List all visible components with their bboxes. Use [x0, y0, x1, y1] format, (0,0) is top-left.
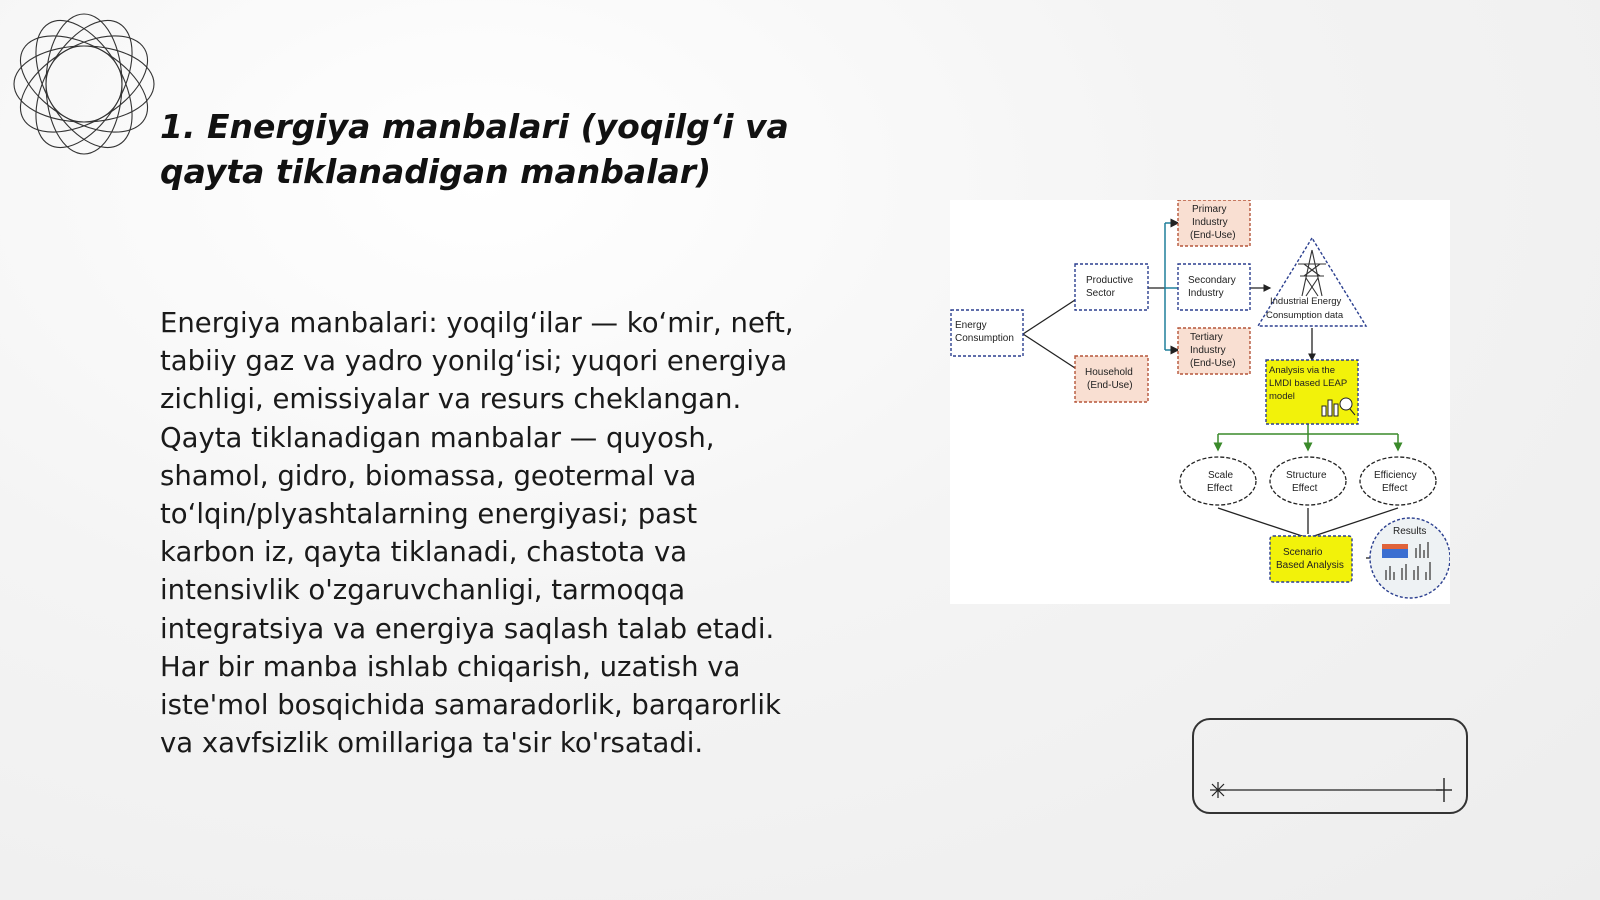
industrial-energy-label-1: Industrial Energy — [1270, 296, 1342, 307]
secondary-industry-box — [1178, 264, 1250, 310]
industry-bracket — [1165, 223, 1178, 350]
sparkle-icon — [1210, 782, 1226, 798]
energy-flow-diagram — [950, 200, 1450, 604]
tertiary-industry-label-3: (End-Use) — [1190, 358, 1236, 369]
efficiency-effect-label-1: Efficiency — [1374, 470, 1417, 481]
industrial-energy-label-2: Consumption data — [1266, 310, 1344, 321]
productive-sector-label-1: Productive — [1086, 275, 1134, 286]
spirograph-logo-icon — [10, 10, 158, 158]
analysis-label-2: LMDI based LEAP — [1269, 378, 1348, 389]
industrial-energy-triangle — [1258, 238, 1366, 326]
slide-body-text: Energiya manbalari: yoqilg‘ilar — ko‘mir, neft, tabiiy gaz va yadro yonilg‘isi; yuqori energiya zichligi, emissiyalar va resurs cheklangan. Qayta tiklanadigan manbalar — quyosh, shamol, gidro, biomassa, geotermal va to‘lqin/plyashtalarning energiyasi; past karbon iz, qayta tiklanadi, chastota va intensivlik o'zgaruvchanligi, tarmoqqa integratsiya va energiya saqlash talab etadi. Har bir manba ishlab chiqarish, uzatish va iste'mol bosqichida samaradorlik, barqarorlik va xavfsizlik omillariga ta'sir ko'rsatadi. — [160, 307, 794, 760]
decorative-line-svg — [1194, 720, 1466, 812]
scenario-label-1: Scenario — [1283, 547, 1323, 558]
slide-title: 1. Energiya manbalari (yoqilg‘i va qayta tiklanadigan manbalar) — [160, 107, 789, 191]
scale-effect-label-2: Effect — [1207, 483, 1233, 494]
scale-effect-ellipse — [1180, 457, 1256, 505]
productive-sector-box — [1075, 264, 1148, 310]
primary-industry-box — [1178, 200, 1250, 246]
scale-effect-label-1: Scale — [1208, 470, 1234, 481]
productive-sector-label-2: Sector — [1086, 288, 1115, 299]
tertiary-industry-label-1: Tertiary — [1190, 332, 1223, 343]
decorative-line-card — [1192, 718, 1468, 814]
primary-industry-label-1: Primary — [1192, 204, 1227, 215]
household-box — [1075, 356, 1148, 402]
household-label-2: (End-Use) — [1087, 380, 1133, 391]
analysis-label-1: Analysis via the — [1269, 365, 1336, 376]
efficiency-effect-ellipse — [1360, 457, 1436, 505]
scenario-box — [1270, 536, 1352, 582]
results-label: Results — [1393, 526, 1427, 537]
efficiency-effect-label-2: Effect — [1382, 483, 1408, 494]
structure-effect-label-2: Effect — [1292, 483, 1318, 494]
analysis-box — [1266, 360, 1358, 424]
tertiary-industry-label-2: Industry — [1190, 345, 1226, 356]
results-circle — [1370, 518, 1450, 598]
diagram-svg — [950, 200, 1450, 604]
analysis-label-3: model — [1269, 391, 1295, 402]
cross-star-icon — [1436, 778, 1452, 802]
household-label-1: Household — [1085, 367, 1133, 378]
secondary-industry-label-1: Secondary — [1188, 275, 1236, 286]
secondary-industry-label-2: Industry — [1188, 288, 1224, 299]
structure-effect-ellipse — [1270, 457, 1346, 505]
primary-industry-label-3: (End-Use) — [1190, 230, 1236, 241]
primary-industry-label-2: Industry — [1192, 217, 1228, 228]
energy-consumption-label-2: Consumption — [955, 333, 1014, 344]
energy-consumption-label-1: Energy — [955, 320, 987, 331]
scenario-label-2: Based Analysis — [1276, 560, 1344, 571]
tertiary-industry-box — [1178, 328, 1250, 374]
energy-consumption-box — [951, 310, 1023, 356]
structure-effect-label-1: Structure — [1286, 470, 1327, 481]
